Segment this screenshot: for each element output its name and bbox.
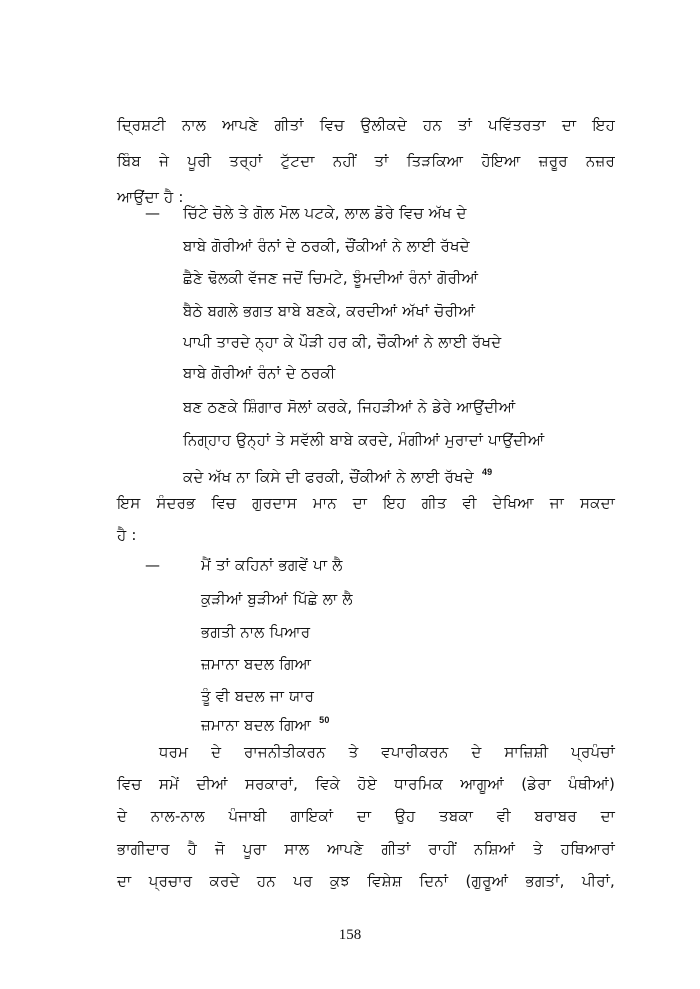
- em-dash: —: [145, 204, 160, 222]
- verse-line-text: ਕਦੇ ਅੱਖ ਨਾ ਕਿਸੇ ਦੀ ਫਰਕੀ, ਚੌਂਕੀਆਂ ਨੇ ਲਾਈ ਰੱਖਦੇ: [183, 468, 474, 486]
- paragraph-line: ਬਿੰਬ ਜੇ ਪੂਰੀ ਤਰ੍ਹਾਂ ਟੁੱਟਦਾ ਨਹੀਂ ਤਾਂ ਤਿੜਕਿਆ ਹੋਇਆ ਜ਼ਰੂਰ ਨਜ਼ਰ: [117, 152, 615, 170]
- page-number: 158: [338, 927, 362, 943]
- verse-line: ਪਾਪੀ ਤਾਰਦੇ ਨ੍ਹਾ ਕੇ ਪੌੜੀ ਹਰ ਕੀ, ਚੌਕੀਆਂ ਨੇ ਲਾਈ ਰੱਖਦੇ: [183, 333, 502, 351]
- verse-line: ਚਿੱਟੇ ਚੋਲੇ ਤੇ ਗੋਲ ਮੋਲ ਪਟਕੇ, ਲਾਲ ਡੋਰੇ ਵਿਚ ਅੱਖ ਦੇ: [183, 204, 467, 222]
- paragraph-line: ਦਾ ਪ੍ਰਚਾਰ ਕਰਦੇ ਹਨ ਪਰ ਕੁਝ ਵਿਸ਼ੇਸ਼ ਦਿਨਾਂ (ਗੁਰੂਆਂ ਭਗਤਾਂ, ਪੀਰਾਂ,: [117, 872, 615, 890]
- paragraph-line: ਇਸ ਸੰਦਰਭ ਵਿਚ ਗੁਰਦਾਸ ਮਾਨ ਦਾ ਇਹ ਗੀਤ ਵੀ ਦੇਖਿਆ ਜਾ ਸਕਦਾ: [117, 494, 615, 512]
- verse-line: ਬਾਬੇ ਗੋਰੀਆਂ ਰੰਨਾਂ ਦੇ ਠਰਕੀ: [183, 364, 336, 382]
- footnote-marker-50[interactable]: 50: [319, 715, 330, 725]
- verse-line: ਛੈਣੇ ਢੋਲਕੀ ਵੱਜਣ ਜਦੋਂ ਚਿਮਟੇ, ਝੂੰਮਦੀਆਂ ਰੰਨਾਂ ਗੋਰੀਆਂ: [183, 269, 479, 287]
- verse-line: ਕੁੜੀਆਂ ਬੁੜੀਆਂ ਪਿੱਛੇ ਲਾ ਲੈ: [201, 590, 353, 608]
- verse-line: [201, 710, 330, 735]
- verse-line: [183, 462, 492, 487]
- verse-line: ਜ਼ਮਾਨਾ ਬਦਲ ਗਿਆ: [201, 655, 312, 673]
- verse-line: ਤੂੰ ਵੀ ਬਦਲ ਜਾ ਯਾਰ: [201, 687, 315, 705]
- paragraph-line: ਭਾਗੀਦਾਰ ਹੈ ਜੋ ਪੂਰਾ ਸਾਲ ਆਪਣੇ ਗੀਤਾਂ ਰਾਹੀਂ ਨਸ਼ਿਆਂ ਤੇ ਹਥਿਆਰਾਂ: [117, 840, 615, 858]
- verse-line-text: ਜ਼ਮਾਨਾ ਬਦਲ ਗਿਆ: [201, 716, 312, 734]
- paragraph-line: ਹੈ :: [117, 526, 137, 544]
- verse-line: ਬੈਠੇ ਬਗਲੇ ਭਗਤ ਬਾਬੇ ਬਣਕੇ, ਕਰਦੀਆਂ ਅੱਖਾਂ ਚੋਰੀਆਂ: [183, 302, 476, 320]
- verse-line: ਨਿਗ੍ਹਾਹ ਉਨ੍ਹਾਂ ਤੇ ਸਵੱਲੀ ਬਾਬੇ ਕਰਦੇ, ਮੰਗੀਆਂ ਮੁਰਾਦਾਂ ਪਾਉਂਦੀਆਂ: [183, 431, 545, 449]
- verse-line: ਭਗਤੀ ਨਾਲ ਪਿਆਰ: [201, 623, 311, 641]
- paragraph-line: ਧਰਮ ਦੇ ਰਾਜਨੀਤੀਕਰਨ ਤੇ ਵਪਾਰੀਕਰਨ ਦੇ ਸਾਜ਼ਿਸ਼ੀ ਪ੍ਰਪੰਚਾਂ: [159, 743, 615, 761]
- verse-line: ਮੈਂ ਤਾਂ ਕਹਿਨਾਂ ਭਗਵੇਂ ਪਾ ਲੈ: [201, 556, 343, 574]
- paragraph-line: ਦ੍ਰਿਸ਼ਟੀ ਨਾਲ ਆਪਣੇ ਗੀਤਾਂ ਵਿਚ ਉਲੀਕਦੇ ਹਨ ਤਾਂ ਪਵਿੱਤਰਤਾ ਦਾ ਇਹ: [117, 116, 615, 134]
- verse-line: ਬਣ ਠਣਕੇ ਸ਼ਿੰਗਾਰ ਸੋਲਾਂ ਕਰਕੇ, ਜਿਹੜੀਆਂ ਨੇ ਡੇਰੇ ਆਉਂਦੀਆਂ: [183, 398, 516, 416]
- paragraph-line: ਆਉਂਦਾ ਹੈ :: [117, 188, 184, 206]
- paragraph-line: ਵਿਚ ਸਮੇਂ ਦੀਆਂ ਸਰਕਾਰਾਂ, ਵਿਕੇ ਹੋਏ ਧਾਰਮਿਕ ਆਗੂਆਂ (ਡੇਰਾ ਪੰਥੀਆਂ): [117, 775, 615, 793]
- em-dash: —: [145, 556, 160, 574]
- verse-line: ਬਾਬੇ ਗੋਰੀਆਂ ਰੰਨਾਂ ਦੇ ਠਰਕੀ, ਚੌਂਕੀਆਂ ਨੇ ਲਾਈ ਰੱਖਦੇ: [183, 237, 470, 255]
- footnote-marker-49[interactable]: 49: [481, 467, 493, 477]
- paragraph-line: ਦੇ ਨਾਲ-ਨਾਲ ਪੰਜਾਬੀ ਗਾਇਕਾਂ ਦਾ ਉਹ ਤਬਕਾ ਵੀ ਬਰਾਬਰ ਦਾ: [117, 807, 615, 825]
